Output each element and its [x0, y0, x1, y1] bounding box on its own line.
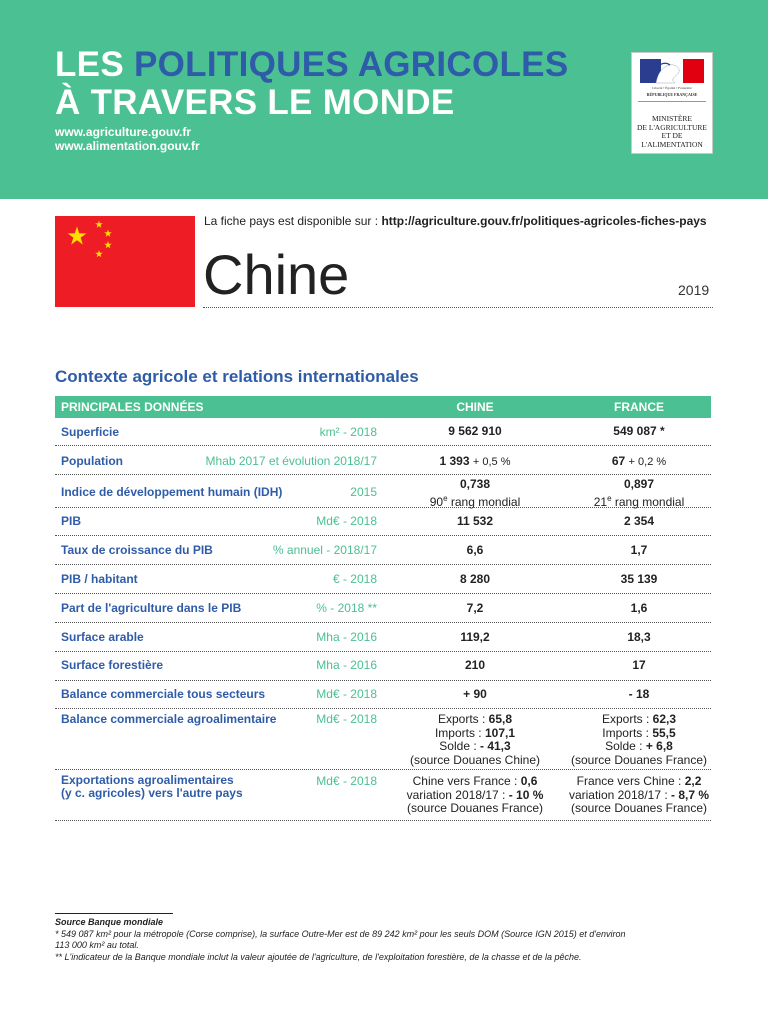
logo-motto: Liberté • Égalité • Fraternité [652, 86, 692, 90]
chine-evolution: + 0,5 % [472, 456, 511, 468]
france-value: 2 354 [623, 514, 655, 528]
exports-label: Exports : [601, 712, 650, 726]
chine-value: 210 [464, 658, 486, 672]
france-value: 1,6 [630, 601, 648, 615]
footnote-source: Source Banque mondiale [55, 917, 164, 927]
page-title-line1 [55, 45, 568, 85]
header-chine: CHINE [456, 400, 494, 414]
france-rank: 21 [593, 494, 608, 509]
row-label: Superficie [61, 425, 120, 439]
row-label: Part de l'agriculture dans le PIB [61, 601, 242, 615]
france-value: 67 [611, 454, 626, 468]
chine-exports: 65,8 [488, 712, 513, 726]
chine-rank: 90 [429, 494, 444, 509]
ministry-line3: ET DE [661, 131, 683, 141]
footnote-1-continued: 113 000 km² au total. [55, 940, 139, 950]
chine-value: + 90 [463, 687, 487, 701]
chine-balance [385, 713, 565, 767]
ministry-logo [631, 52, 713, 154]
footnote-divider [55, 913, 173, 914]
fiches-pays-link[interactable]: http://agriculture.gouv.fr/politiques-agricoles-fiches-pays [381, 214, 707, 228]
table-row-population [55, 446, 711, 475]
flow-label: Chine vers France : [412, 774, 518, 788]
variation-label: variation 2018/17 : [406, 787, 506, 802]
france-value: 17 [632, 658, 646, 672]
france-imports: 55,5 [652, 725, 676, 740]
publication-year: 2019 [678, 282, 710, 298]
table-row-idh [55, 475, 711, 508]
row-label: Balance commerciale agroalimentaire [61, 712, 277, 726]
chine-variation: - 10 % [508, 787, 544, 802]
row-unit: Md€ - 2018 [316, 774, 377, 788]
france-flow: 2,2 [684, 774, 702, 788]
table-row-balance-agroalimentaire [55, 709, 711, 770]
imports-label: Imports : [602, 725, 649, 740]
logo-republic: RÉPUBLIQUE FRANÇAISE [646, 92, 698, 97]
row-label: Surface arable [61, 630, 144, 644]
row-label: PIB / habitant [61, 572, 138, 586]
footnote-1: * 549 087 km² pour la métropole (Corse comprise), la surface Outre-Mer est de 89 242 km² pour les seuls DOM (Source IGN 2015) et d'environ [55, 928, 626, 939]
table-row-surface-arable [55, 623, 711, 652]
row-label: PIB [61, 514, 82, 528]
variation-label: variation 2018/17 : [568, 787, 668, 802]
availability-prefix: La fiche pays est disponible sur : [204, 214, 379, 228]
france-exports: 62,3 [652, 712, 677, 726]
table-row-pib [55, 508, 711, 536]
chine-balance-source: (source Douanes Chine) [409, 752, 541, 767]
france-balance-source: (source Douanes France) [570, 752, 708, 767]
france-evolution: + 0,2 % [628, 456, 667, 468]
marianne-logo-icon [640, 59, 704, 89]
row-unit: Md€ - 2018 [316, 712, 377, 726]
chine-export-source: (source Douanes France) [406, 801, 544, 815]
rank-sup: e [443, 493, 448, 503]
ministry-line2: DE L'AGRICULTURE [636, 122, 708, 132]
exports-label: Exports : [437, 712, 486, 726]
agriculture-link[interactable]: www.agriculture.gouv.fr [55, 125, 192, 139]
alimentation-link[interactable]: www.alimentation.gouv.fr [55, 139, 200, 153]
row-label: Surface forestière [61, 658, 164, 672]
ministry-line1: MINISTÈRE [652, 114, 692, 123]
row-label: Indice de développement humain (IDH) [61, 485, 283, 499]
title-divider [203, 307, 713, 308]
solde-label: Solde : [439, 739, 477, 753]
chine-exportations [385, 775, 565, 816]
title-les: LES [55, 45, 124, 84]
table-row-pib-habitant [55, 565, 711, 594]
table-header [55, 396, 711, 418]
solde-label: Solde : [605, 739, 643, 753]
row-unit: € - 2018 [332, 572, 377, 586]
rank-sup: e [607, 493, 612, 503]
france-export-source: (source Douanes France) [570, 801, 708, 815]
france-value: 18,3 [627, 630, 651, 644]
chine-imports: 107,1 [485, 725, 516, 740]
france-solde: + 6,8 [645, 739, 673, 753]
row-label: Taux de croissance du PIB [61, 543, 213, 557]
row-unit: Mhab 2017 et évolution 2018/17 [205, 454, 377, 468]
row-unit: Mha - 2016 [316, 658, 377, 672]
table-row-part-agriculture [55, 594, 711, 623]
imports-label: Imports : [434, 725, 482, 740]
france-value: 1,7 [630, 543, 648, 557]
row-unit: km² - 2018 [319, 425, 377, 439]
country-name: Chine [203, 243, 350, 306]
france-balance [549, 713, 729, 767]
france-value: 35 139 [620, 572, 658, 586]
footnotes [55, 917, 715, 963]
chine-solde: - 41,3 [480, 739, 511, 753]
chine-flow: 0,6 [520, 774, 538, 788]
rank-text: rang mondial [614, 494, 685, 509]
table-row-croissance [55, 536, 711, 565]
table-row-exportations [55, 770, 711, 821]
rank-text: rang mondial [450, 494, 521, 509]
chine-value: 6,6 [466, 543, 484, 557]
chine-value: 1 393 [439, 454, 470, 468]
chine-value: 7,2 [466, 601, 484, 615]
ministry-line4: L'ALIMENTATION [641, 139, 703, 149]
header-principales-donnees: PRINCIPALES DONNÉES [61, 400, 204, 414]
france-variation: - 8,7 % [671, 787, 710, 802]
row-label-line1: Exportations agroalimentaires [61, 773, 234, 787]
header-france: FRANCE [614, 400, 664, 414]
chine-value: 11 532 [456, 514, 494, 528]
chine-value: 8 280 [459, 572, 491, 586]
row-label: Population [61, 454, 123, 468]
section-title: Contexte agricole et relations internationales [55, 367, 419, 386]
chine-value: 0,738 [459, 477, 491, 491]
row-unit: % annuel - 2018/17 [272, 543, 377, 557]
france-value: 0,897 [623, 477, 655, 491]
china-flag-icon [55, 216, 195, 307]
chine-value: 119,2 [460, 630, 490, 644]
logo-ministry-name [632, 115, 712, 149]
row-unit: Mha - 2016 [316, 630, 377, 644]
france-value: - 18 [628, 687, 650, 701]
footnote-2: ** L'indicateur de la Banque mondiale inclut la valeur ajoutée de l'agriculture, de l'exploitation forestière, de la chasse et de la pêche. [55, 951, 582, 962]
logo-divider [638, 101, 706, 102]
title-highlight: POLITIQUES AGRICOLES [134, 45, 569, 84]
flow-label: France vers Chine : [576, 774, 682, 788]
row-unit: 2015 [350, 485, 377, 499]
row-unit: Md€ - 2018 [316, 687, 377, 701]
row-label: Balance commerciale tous secteurs [61, 687, 266, 701]
table-row-balance-tous-secteurs [55, 681, 711, 709]
table-row-surface-forestiere [55, 652, 711, 681]
row-label-line2: (y c. agricoles) vers l'autre pays [61, 786, 243, 800]
row-label [61, 774, 243, 800]
row-unit: Md€ - 2018 [316, 514, 377, 528]
chine-value: 9 562 910 [448, 424, 502, 438]
page-title-line2: À TRAVERS LE MONDE [55, 83, 455, 122]
availability-text [204, 214, 707, 228]
france-value: 549 087 * [613, 424, 665, 438]
france-exportations [549, 775, 729, 816]
row-unit: % - 2018 ** [316, 601, 377, 615]
table-row-superficie [55, 418, 711, 446]
